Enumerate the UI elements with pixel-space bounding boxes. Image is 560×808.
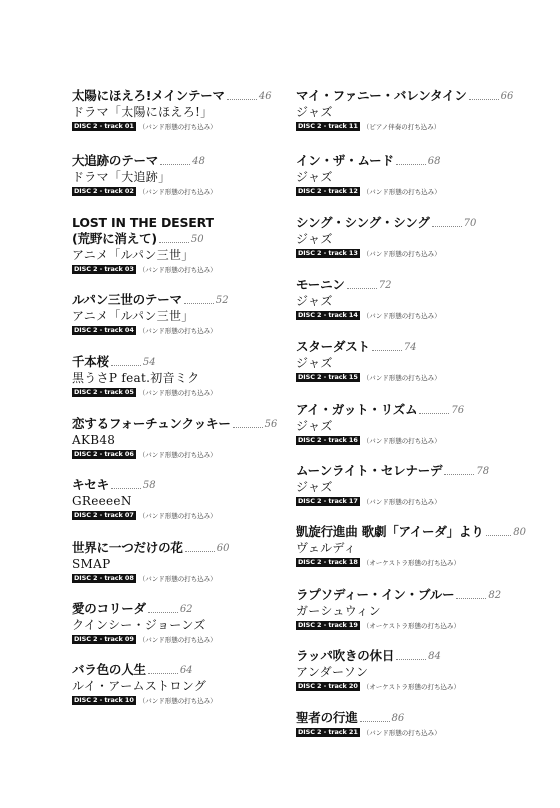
track-line [72,511,282,520]
page-number: 68 [427,156,441,167]
track-badge: DISC 2 - track 11 [298,122,358,130]
song-title: ムーンライト・セレナーデ [296,463,443,478]
dotted-leader [456,598,486,599]
page-number: 70 [463,218,477,229]
page-number: 84 [428,651,441,662]
dotted-leader [185,551,215,552]
song-title: LOST IN THE DESERT [72,215,214,230]
toc-entry[interactable] [296,88,526,131]
track-line [72,326,282,335]
song-title: (荒野に消えて) [72,231,157,246]
track-line [296,122,526,131]
track-line [72,696,282,705]
artist-source: アンダーソン [296,665,369,679]
dotted-leader [160,164,190,165]
track-badge: DISC 2 - track 16 [298,436,358,444]
toc-entry[interactable] [296,587,526,630]
toc-entry[interactable] [72,477,282,520]
dotted-leader [347,288,377,289]
track-line [296,436,526,445]
toc-entry[interactable] [296,648,526,691]
dotted-leader [444,474,474,475]
arrangement-note: （バンド形態の打ち込み） [138,327,217,335]
track-badge: DISC 2 - track 06 [74,450,134,458]
artist-source: ジャズ [296,419,333,433]
artist-source: AKB48 [72,433,116,447]
artist-source: GReeeeN [72,494,132,508]
dotted-leader [419,413,449,414]
title-line [296,88,526,104]
toc-entry[interactable] [72,540,282,583]
artist-source: アニメ「ルパン三世」 [72,248,194,262]
song-title: スターダスト [296,339,370,354]
toc-entry[interactable] [296,402,526,445]
toc-entry[interactable] [72,662,282,705]
song-title: 凱旋行進曲 歌劇「アイーダ」より [296,524,484,539]
toc-entry[interactable] [296,524,526,567]
arrangement-note: （バンド形態の打ち込み） [138,389,217,397]
page-number: 74 [403,342,417,353]
toc-entry[interactable] [296,710,526,737]
track-badge: DISC 2 - track 18 [298,558,358,566]
song-title: 大追跡のテーマ [72,153,159,168]
toc-entry[interactable] [72,153,282,196]
page-number: 80 [513,527,526,538]
track-badge: DISC 2 - track 04 [74,326,134,334]
artist-source: ドラマ「太陽にほえろ!」 [72,105,213,119]
page-number: 46 [258,91,272,102]
artist-source: ジャズ [296,105,333,119]
track-badge: DISC 2 - track 17 [298,497,358,505]
song-title: 聖者の行進 [296,710,358,725]
track-line [72,265,282,274]
track-badge: DISC 2 - track 12 [298,187,358,195]
track-line [296,249,526,258]
dotted-leader [396,164,426,165]
track-line [296,187,526,196]
dotted-leader [148,673,178,674]
arrangement-note: （バンド形態の打ち込み） [362,312,441,320]
title-line [72,215,282,231]
title-line [296,463,526,479]
track-line [296,311,526,320]
song-title: マイ・ファニー・バレンタイン [296,88,467,103]
artist-source: ジャズ [296,294,333,308]
song-title: ラッパ吹きの休日 [296,648,395,663]
dotted-leader [469,99,499,100]
arrangement-note: （バンド形態の打ち込み） [138,451,217,459]
arrangement-note: （オーケストラ形態の打ち込み） [362,559,461,567]
track-badge: DISC 2 - track 01 [74,122,134,130]
track-badge: DISC 2 - track 20 [298,682,358,690]
page-number: 82 [488,590,502,601]
title-line [296,524,526,540]
toc-entry[interactable] [72,601,282,644]
track-badge: DISC 2 - track 08 [74,574,134,582]
track-line [72,388,282,397]
title-line [296,587,526,603]
song-title: イン・ザ・ムード [296,153,394,168]
toc-entry[interactable] [72,416,282,459]
toc-entry[interactable] [296,277,526,320]
page-number: 50 [190,234,204,245]
artist-source: SMAP [72,557,111,571]
artist-source: ルイ・アームストロング [72,679,207,693]
arrangement-note: （ピアノ伴奏の打ち込み） [362,123,441,131]
page-number: 86 [391,713,405,724]
arrangement-note: （バンド形態の打ち込み） [362,498,441,506]
song-title: ラプソディー・イン・ブルー [296,587,455,602]
track-line [296,373,526,382]
dotted-leader [432,226,462,227]
title-line [296,339,526,355]
song-title: 恋するフォーチュンクッキー [72,416,231,431]
toc-entry[interactable] [296,153,526,196]
page-number: 76 [451,405,465,416]
track-badge: DISC 2 - track 03 [74,265,134,273]
page-number: 48 [192,156,205,167]
title-line [296,277,526,293]
song-title: シング・シング・シング [296,215,430,230]
toc-entry[interactable] [296,339,526,382]
page-number: 66 [500,91,514,102]
track-line [72,574,282,583]
dotted-leader [486,535,512,536]
dotted-leader [227,99,257,100]
title-line [296,710,526,726]
dotted-leader [159,242,189,243]
artist-source: ガーシュウィン [296,604,381,618]
artist-source: ジャズ [296,170,333,184]
track-line [296,558,526,567]
dotted-leader [111,488,141,489]
artist-source: ヴェルディ [296,541,357,555]
title-line [72,231,282,247]
title-line [72,354,282,370]
track-badge: DISC 2 - track 09 [74,635,134,643]
arrangement-note: （バンド形態の打ち込み） [138,636,217,644]
track-badge: DISC 2 - track 07 [74,511,134,519]
arrangement-note: （バンド形態の打ち込み） [362,188,441,196]
title-line [72,153,282,169]
track-badge: DISC 2 - track 02 [74,187,134,195]
song-title: キセキ [72,477,109,492]
arrangement-note: （バンド形態の打ち込み） [138,575,217,583]
page-number: 60 [216,543,230,554]
artist-source: ジャズ [296,232,333,246]
track-badge: DISC 2 - track 13 [298,249,358,257]
song-title: アイ・ガット・リズム [296,402,418,417]
dotted-leader [148,612,178,613]
title-line [296,402,526,418]
title-line [72,540,282,556]
arrangement-note: （バンド形態の打ち込み） [138,266,217,274]
song-title: 愛のコリーダ [72,601,146,616]
toc-entry[interactable] [296,463,526,506]
track-line [296,682,526,691]
track-line [72,450,282,459]
page-number: 64 [179,665,193,676]
track-line [296,621,526,630]
title-line [72,601,282,617]
track-badge: DISC 2 - track 15 [298,373,358,381]
arrangement-note: （バンド形態の打ち込み） [138,697,217,705]
dotted-leader [184,303,214,304]
arrangement-note: （バンド形態の打ち込み） [362,437,441,445]
page-number: 56 [264,419,278,430]
dotted-leader [360,721,390,722]
title-line [72,292,282,308]
track-line [72,635,282,644]
arrangement-note: （バンド形態の打ち込み） [138,188,217,196]
arrangement-note: （バンド形態の打ち込み） [138,512,217,520]
arrangement-note: （バンド形態の打ち込み） [362,374,441,382]
track-badge: DISC 2 - track 19 [298,621,358,629]
toc-entry[interactable] [72,88,282,131]
dotted-leader [111,365,141,366]
toc-entry[interactable] [296,215,526,258]
title-line [72,88,282,104]
song-title: 太陽にほえろ!メインテーマ [72,88,225,103]
track-badge: DISC 2 - track 14 [298,311,358,319]
track-line [296,497,526,506]
track-badge: DISC 2 - track 21 [298,728,358,736]
arrangement-note: （バンド形態の打ち込み） [362,729,441,737]
toc-entry[interactable] [72,292,282,335]
title-line [296,215,526,231]
page-number: 72 [378,280,392,291]
page-number: 62 [179,604,193,615]
title-line [296,153,526,169]
song-title: モーニン [296,277,345,292]
track-line [72,122,282,131]
title-line [72,477,282,493]
track-badge: DISC 2 - track 10 [74,696,134,704]
arrangement-note: （オーケストラ形態の打ち込み） [362,683,461,691]
artist-source: クインシー・ジョーンズ [72,618,206,632]
song-title: ルパン三世のテーマ [72,292,182,307]
song-title: 千本桜 [72,354,109,369]
arrangement-note: （バンド形態の打ち込み） [362,250,441,258]
title-line [296,648,526,664]
arrangement-note: （オーケストラ形態の打ち込み） [362,622,461,630]
title-line [72,662,282,678]
song-title: バラ色の人生 [72,662,146,677]
dotted-leader [372,350,402,351]
title-line [72,416,282,432]
arrangement-note: （バンド形態の打ち込み） [138,123,217,131]
track-line [296,728,526,737]
toc-entry[interactable] [72,215,282,274]
page-number: 54 [142,357,156,368]
track-line [72,187,282,196]
track-badge: DISC 2 - track 05 [74,388,134,396]
page-number: 58 [142,480,156,491]
artist-source: 黒うさP feat.初音ミク [72,371,200,385]
page-number: 78 [476,466,490,477]
artist-source: アニメ「ルパン三世」 [72,309,194,323]
artist-source: ドラマ「大追跡」 [72,170,171,184]
page-number: 52 [215,295,229,306]
artist-source: ジャズ [296,480,333,494]
toc-entry[interactable] [72,354,282,397]
dotted-leader [233,427,263,428]
artist-source: ジャズ [296,356,333,370]
dotted-leader [396,659,426,660]
song-title: 世界に一つだけの花 [72,540,183,555]
